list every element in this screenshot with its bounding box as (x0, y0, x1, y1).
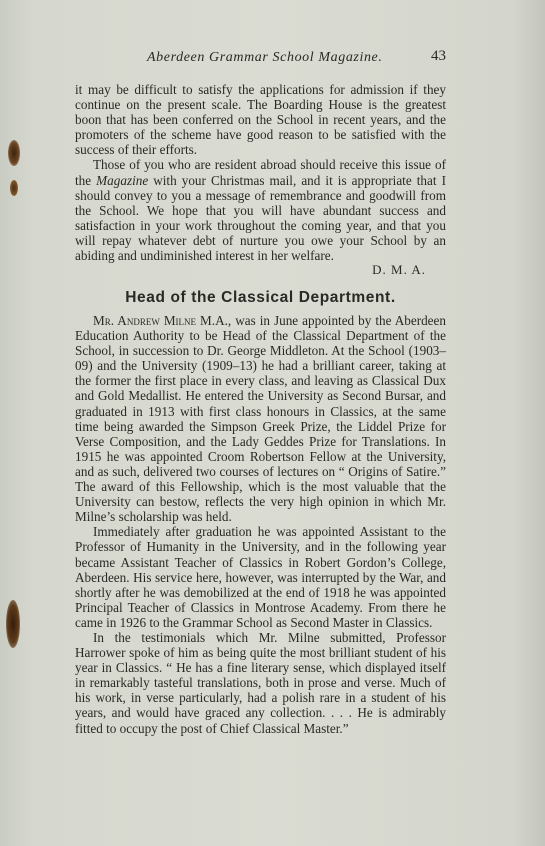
running-head (75, 50, 446, 70)
running-title: Aberdeen Grammar School Magazine. (147, 50, 383, 65)
paragraph-text: Those of you who are resident abroad should receive this issue of the (75, 157, 446, 188)
ink-stain (10, 180, 18, 196)
letter-body (75, 82, 446, 263)
ink-stain (8, 140, 20, 166)
letter-signature: D. M. A. (372, 262, 426, 277)
letter-paragraph-1: it may be difficult to satisfy the applications for admission if they continue on the present scale. The Boarding House is the greatest boon that has been conferred on the School in recent years, and the promoters of the scheme have good reason to be satisfied with the success of their efforts. (75, 82, 446, 158)
magazine-title-italic: Magazine (96, 172, 149, 188)
person-name: Mr. Andrew Milne (93, 313, 197, 328)
letter-paragraph-2 (75, 157, 446, 263)
article-paragraph-3: In the testimonials which Mr. Milne submitted, Professor Harrower spoke of him as being quite the most brilliant student of his year in Classics. “ He has a fine literary sense, which displayed itself in remarkably tasteful translations, both in prose and verse. Much of his work, in verse particularly, had a polish rare in a student of his years, and would have graced any collection. . . . He is admirably fitted to occupy the post of Chief Classical Master.” (75, 629, 446, 736)
ink-stain (6, 600, 20, 648)
article-body (75, 313, 446, 736)
article-paragraph-2: Immediately after graduation he was appointed Assistant to the Professor of Humanity in the University, and in the following year became Assistant Teacher of Classics in Robert Gordon’s College, Aberdeen. His service here, however, was interrupted by the War, and shortly after he was demobilized at the end of 1918 he was appointed Principal Teacher of Classics in Montrose Academy. From there he came in 1926 to the Grammar School as Second Master in Classics. (75, 524, 446, 630)
paragraph-text: M.A., was in June appointed by the Aberdeen Education Authority to be Head of the Classical Department of the School, in succession to Dr. George Middleton. At the School (1903–09) and the University (1909–13) he had a brilliant career, taking at the former the first place in every class, and leaving as Classical Dux and Gold Medallist. He entered the University as Second Bursar, and graduated in 1913 with first class honours in Classics, at the same time being awarded the Simpson Greek Prize, the Liddel Prize for Verse Composition, and the Lady Geddes Prize for Translations. In 1915 he was appointed Croom Robertson Fellow at the University, and as such, delivered two courses of lectures on “ Origins of Satire.” The award of this Fellowship, which is the most valuable that the University can bestow, reflects the very high opinion in which Mr. Milne’s scholarship was held. (75, 313, 446, 525)
page-number: 43 (431, 48, 446, 64)
paragraph-text: with your Christmas mail, and it is appropriate that I should convey to you a message of remembrance and goodwill from the School. We hope that you will have abundant success and satisfaction in your work throughout the coming year, and that you will repay whatever debt of nurture you owe your School by an abiding and undiminished interest in her welfare. (75, 172, 446, 264)
article-paragraph-1 (75, 313, 446, 524)
section-heading: Head of the Classical Department. (125, 289, 396, 306)
